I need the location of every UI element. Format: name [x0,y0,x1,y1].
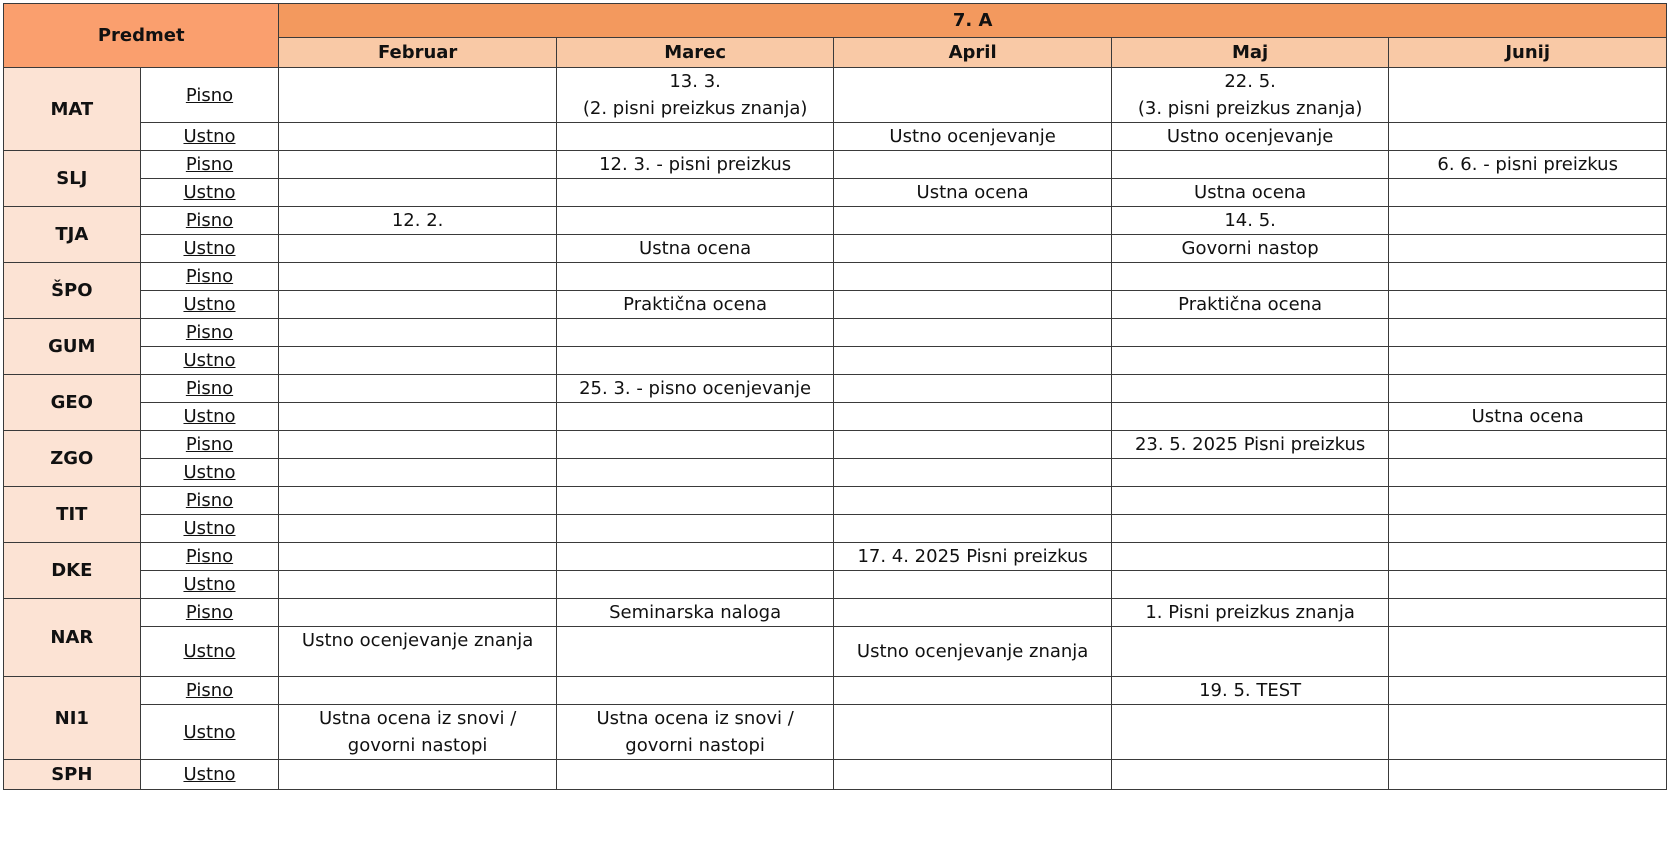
schedule-row [4,68,1667,123]
schedule-cell [834,151,1112,179]
schedule-cell [556,403,834,431]
assessment-type-label: Pisno [140,207,279,235]
assessment-type-label: Pisno [140,487,279,515]
assessment-type-label: Ustno [140,571,279,599]
assessment-type-label: Pisno [140,543,279,571]
schedule-cell [1111,151,1389,179]
schedule-row [4,179,1667,207]
schedule-cell [834,235,1112,263]
assessment-type-label: Ustno [140,705,279,760]
month-header-februar: Februar [279,38,557,68]
schedule-cell [1111,263,1389,291]
schedule-cell [834,705,1112,760]
schedule-row [4,291,1667,319]
assessment-type-label: Ustno [140,627,279,677]
schedule-cell [834,459,1112,487]
schedule-cell: Ustno ocenjevanje [834,123,1112,151]
schedule-cell: 23. 5. 2025 Pisni preizkus [1111,431,1389,459]
schedule-cell [1389,375,1667,403]
schedule-cell [834,68,1112,123]
schedule-cell [1111,319,1389,347]
schedule-cell [279,291,557,319]
schedule-cell [834,207,1112,235]
assessment-type-label: Ustno [140,347,279,375]
schedule-row [4,235,1667,263]
schedule-cell [834,403,1112,431]
schedule-cell [1389,263,1667,291]
subject-label: NAR [4,599,141,677]
schedule-cell: Ustna ocena [834,179,1112,207]
schedule-cell [279,347,557,375]
schedule-cell [556,543,834,571]
schedule-cell [834,677,1112,705]
schedule-cell: 22. 5. (3. pisni preizkus znanja) [1111,68,1389,123]
schedule-cell: Ustna ocena [1389,403,1667,431]
schedule-cell: Praktična ocena [556,291,834,319]
schedule-row [4,599,1667,627]
subject-label: SLJ [4,151,141,207]
schedule-cell [1111,627,1389,677]
schedule-cell: Ustna ocena [556,235,834,263]
schedule-cell [1389,543,1667,571]
schedule-row [4,347,1667,375]
schedule-cell [1389,515,1667,543]
schedule-cell: Ustno ocenjevanje [1111,123,1389,151]
schedule-cell [1389,347,1667,375]
subject-label: GEO [4,375,141,431]
schedule-cell: Praktična ocena [1111,291,1389,319]
schedule-row [4,431,1667,459]
schedule-cell [1389,431,1667,459]
subject-label: SPH [4,760,141,790]
schedule-cell [1389,123,1667,151]
subject-label: MAT [4,68,141,151]
schedule-row [4,571,1667,599]
schedule-cell: 17. 4. 2025 Pisni preizkus [834,543,1112,571]
schedule-cell [556,319,834,347]
schedule-cell [279,487,557,515]
schedule-cell: Ustna ocena iz snovi / govorni nastopi [279,705,557,760]
subject-label: TIT [4,487,141,543]
schedule-cell [279,599,557,627]
subject-label: NI1 [4,677,141,760]
schedule-cell [556,515,834,543]
schedule-row [4,515,1667,543]
schedule-cell: 12. 3. - pisni preizkus [556,151,834,179]
subject-column-header: Predmet [4,4,279,68]
schedule-cell: Ustno ocenjevanje znanja [279,627,557,677]
schedule-cell [556,207,834,235]
assessment-type-label: Pisno [140,599,279,627]
schedule-cell [1111,459,1389,487]
month-header-junij: Junij [1389,38,1667,68]
schedule-cell [279,123,557,151]
schedule-cell [834,515,1112,543]
schedule-cell [834,375,1112,403]
schedule-cell [834,599,1112,627]
schedule-cell: Ustna ocena [1111,179,1389,207]
schedule-row [4,627,1667,677]
assessment-schedule-table [3,3,1667,790]
schedule-cell [556,627,834,677]
schedule-row [4,151,1667,179]
subject-label: ZGO [4,431,141,487]
schedule-row [4,375,1667,403]
schedule-cell [834,347,1112,375]
schedule-cell [556,677,834,705]
schedule-cell [279,431,557,459]
schedule-cell [1111,705,1389,760]
subject-label: GUM [4,319,141,375]
assessment-type-label: Pisno [140,151,279,179]
schedule-cell [1389,319,1667,347]
schedule-cell: 12. 2. [279,207,557,235]
schedule-cell [834,487,1112,515]
schedule-cell [279,571,557,599]
schedule-cell [1389,291,1667,319]
schedule-cell [556,123,834,151]
schedule-cell [1389,207,1667,235]
schedule-cell [1389,459,1667,487]
schedule-cell [1111,760,1389,790]
schedule-cell: 1. Pisni preizkus znanja [1111,599,1389,627]
month-header-april: April [834,38,1112,68]
assessment-type-label: Ustno [140,459,279,487]
schedule-cell [1389,760,1667,790]
assessment-type-label: Ustno [140,403,279,431]
schedule-row [4,403,1667,431]
schedule-cell [1111,375,1389,403]
month-header-marec: Marec [556,38,834,68]
schedule-cell [279,235,557,263]
schedule-row [4,543,1667,571]
schedule-cell [834,431,1112,459]
assessment-type-label: Pisno [140,431,279,459]
schedule-cell: 19. 5. TEST [1111,677,1389,705]
schedule-cell [556,571,834,599]
schedule-cell [834,760,1112,790]
schedule-cell [1389,599,1667,627]
schedule-row [4,677,1667,705]
subject-label: TJA [4,207,141,263]
schedule-cell [1389,235,1667,263]
schedule-cell [1111,347,1389,375]
schedule-cell [1111,543,1389,571]
month-header-maj: Maj [1111,38,1389,68]
schedule-cell [556,347,834,375]
schedule-cell [1389,677,1667,705]
assessment-type-label: Ustno [140,291,279,319]
schedule-cell [279,760,557,790]
schedule-row [4,207,1667,235]
schedule-cell [279,515,557,543]
schedule-cell [279,151,557,179]
schedule-cell [279,459,557,487]
assessment-type-label: Pisno [140,263,279,291]
class-title: 7. A [279,4,1667,38]
schedule-row [4,487,1667,515]
schedule-cell [556,179,834,207]
schedule-cell [834,571,1112,599]
schedule-cell: Govorni nastop [1111,235,1389,263]
schedule-cell [279,403,557,431]
schedule-cell [279,543,557,571]
assessment-type-label: Ustno [140,123,279,151]
assessment-type-label: Pisno [140,319,279,347]
assessment-type-label: Ustno [140,235,279,263]
schedule-cell [556,459,834,487]
schedule-cell [279,263,557,291]
schedule-cell [1389,627,1667,677]
schedule-cell [556,263,834,291]
assessment-type-label: Pisno [140,375,279,403]
schedule-cell [1111,571,1389,599]
schedule-row [4,459,1667,487]
schedule-row [4,760,1667,790]
schedule-cell [279,677,557,705]
schedule-cell [1111,403,1389,431]
schedule-cell [1389,179,1667,207]
schedule-cell [279,68,557,123]
schedule-row [4,319,1667,347]
assessment-type-label: Ustno [140,179,279,207]
schedule-cell [1389,571,1667,599]
schedule-cell [279,319,557,347]
schedule-cell: Ustna ocena iz snovi / govorni nastopi [556,705,834,760]
schedule-cell: 6. 6. - pisni preizkus [1389,151,1667,179]
subject-label: DKE [4,543,141,599]
schedule-cell: Seminarska naloga [556,599,834,627]
schedule-cell [556,760,834,790]
schedule-cell [1389,705,1667,760]
schedule-cell: 25. 3. - pisno ocenjevanje [556,375,834,403]
schedule-cell [834,263,1112,291]
schedule-cell: 14. 5. [1111,207,1389,235]
schedule-cell [279,375,557,403]
schedule-cell [1389,487,1667,515]
schedule-cell [556,431,834,459]
schedule-cell [1111,515,1389,543]
assessment-type-label: Ustno [140,760,279,790]
schedule-row [4,123,1667,151]
schedule-cell [834,291,1112,319]
schedule-cell: 13. 3. (2. pisni preizkus znanja) [556,68,834,123]
subject-label: ŠPO [4,263,141,319]
schedule-row [4,705,1667,760]
assessment-type-label: Pisno [140,68,279,123]
schedule-cell [1111,487,1389,515]
assessment-type-label: Pisno [140,677,279,705]
schedule-cell [834,319,1112,347]
schedule-row [4,263,1667,291]
assessment-type-label: Ustno [140,515,279,543]
schedule-cell: Ustno ocenjevanje znanja [834,627,1112,677]
schedule-cell [556,487,834,515]
schedule-cell [1389,68,1667,123]
schedule-cell [279,179,557,207]
